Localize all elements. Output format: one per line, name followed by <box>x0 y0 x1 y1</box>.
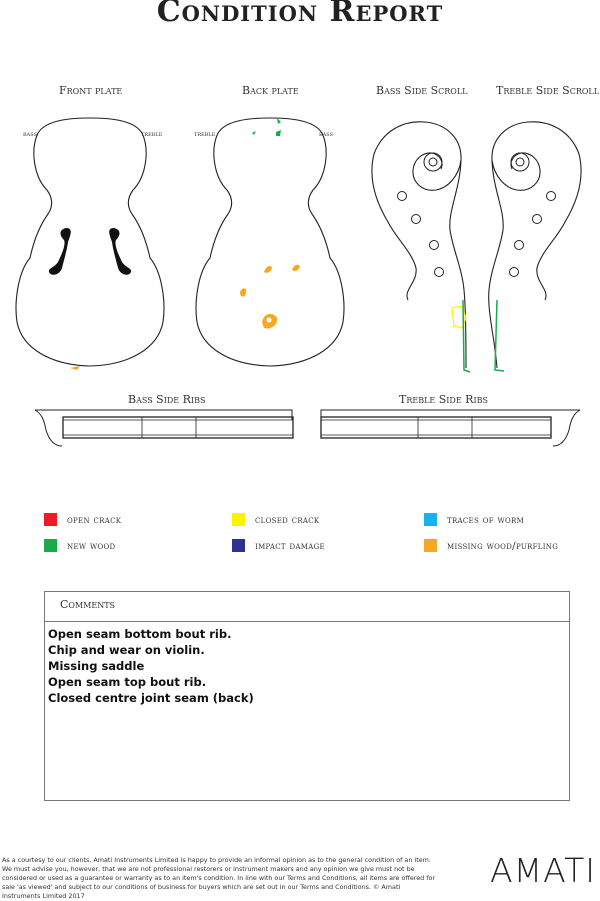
front-plate-outline <box>16 118 164 366</box>
comments-heading: Comments <box>45 592 569 622</box>
back-damage-marks <box>240 118 300 329</box>
comment-line: Open seam top bout rib. <box>48 675 207 689</box>
legend-impact-damage: impact damage <box>232 539 325 552</box>
front-plate-label: Front plate <box>59 84 123 97</box>
legend-open-crack: open crack <box>44 513 121 526</box>
bass-ribs-outline <box>35 410 293 446</box>
legend-traces-of-worm: traces of worm <box>424 513 524 526</box>
back-plate-label: Back plate <box>242 84 299 97</box>
bass-scroll-outline <box>372 122 470 372</box>
legend-missing-wood: missing wood/purfling <box>424 539 558 552</box>
brand-logo: AMATI <box>490 851 596 890</box>
front-damage-marks <box>70 366 80 370</box>
comment-line: Missing saddle <box>48 659 145 673</box>
legend-swatch-blue <box>424 513 437 526</box>
page-title: Condition Report <box>156 0 444 29</box>
legend-swatch-green <box>44 539 57 552</box>
f-hole-left <box>49 228 71 275</box>
treble-side-scroll-label: Treble Side Scroll <box>496 84 600 97</box>
front-treble-label: treble <box>141 129 163 138</box>
front-bass-label: bass <box>23 129 38 138</box>
bass-side-scroll-label: Bass Side Scroll <box>376 84 468 97</box>
legend-new-wood: new wood <box>44 539 115 552</box>
back-plate-outline <box>196 118 344 366</box>
comment-line: Closed centre joint seam (back) <box>48 691 254 705</box>
treble-ribs-outline <box>321 410 580 446</box>
comment-line: Open seam bottom bout rib. <box>48 627 232 641</box>
treble-side-ribs-label: Treble Side Ribs <box>399 393 488 406</box>
treble-scroll-outline <box>489 122 581 371</box>
legend-closed-crack: closed crack <box>232 513 319 526</box>
legend-swatch-orange <box>424 539 437 552</box>
back-bass-label: bass <box>319 129 334 138</box>
f-hole-right <box>109 228 131 275</box>
back-treble-label: treble <box>194 129 216 138</box>
legend-swatch-red <box>44 513 57 526</box>
legend-swatch-yellow <box>232 513 245 526</box>
legend-swatch-navy <box>232 539 245 552</box>
comment-line: Chip and wear on violin. <box>48 643 205 657</box>
bass-side-ribs-label: Bass Side Ribs <box>128 393 206 406</box>
comments-box <box>44 591 570 801</box>
disclaimer-text: As a courtesy to our clients, Amati Instruments Limited is happy to provide an informal opinion as to the general condition of an item. We must advise you, however, that we are not professional restorers or instrument makers and any opinion we give must not be considered or used as a guarantee or warranty as to an item's condition. In line with our Terms and Conditions, all items are offered for sale 'as viewed' and subject to our conditions of business for buyers which are set out in our Terms and Conditions. © Amati Instruments Limited 2017 <box>2 856 436 900</box>
